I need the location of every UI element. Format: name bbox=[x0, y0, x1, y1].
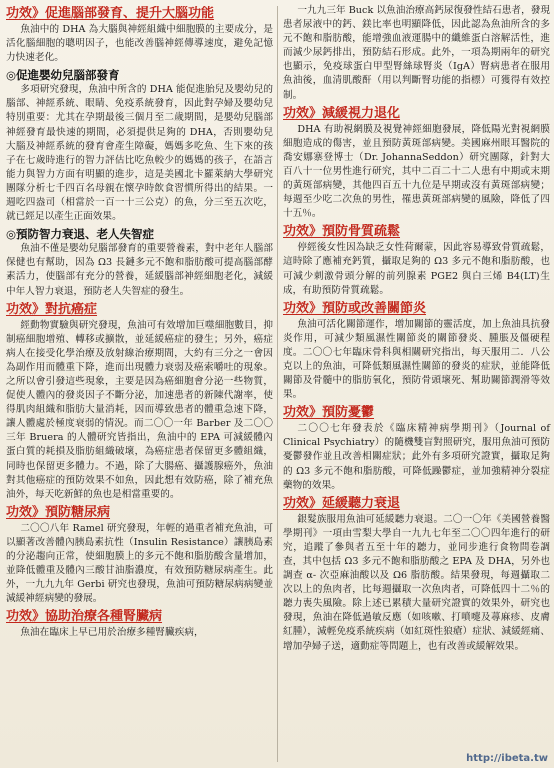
section-hearing bbox=[283, 496, 550, 654]
subsection-infant-brain bbox=[6, 68, 273, 224]
section-kidney-continued bbox=[283, 4, 550, 103]
section-body: 經動物實驗與研究發現，魚油可有效增加巨噬細胞數目，抑制癌細胞增殖、轉移或擴散，並延緩癌症的發生；另外，癌症病人在接受化學治療及放射線治療期間，大約有三分之一會因為副作用而體重下降，進而出現體力衰弱及癌索嚼吐的現象。之所以會引發這些現象，主要是因為癌細胞會分泌一些物質，促使人體內的發炎因子不斷分泌，加速患者的新陳代謝率，使得肌肉組織和脂肪大量消耗，因而導致患者的體重急速下降，讓人體處於極度衰弱的情況。而二〇〇一年 Barber 及二〇〇三年 Bruera 的人體研究皆指出，魚油中的 EPA 可減緩體內蛋白質的耗損及脂肪組織破壞，為癌症患者保留更多體組織，同時也保留更多體力。不過，除了大腸癌、攝護腺癌外，魚油對其他癌症的預防效果不如魚，因此想有效防癌，除了補充魚油外，每天吃新鮮的魚也是相當重要的。 bbox=[6, 319, 273, 500]
section-osteoporosis bbox=[283, 224, 550, 297]
section-cancer bbox=[6, 302, 273, 502]
section-title: 功效》延緩聽力衰退 bbox=[283, 495, 401, 511]
subsection-title: ◎預防智力衰退、老人失智症 bbox=[6, 227, 155, 242]
section-kidney bbox=[6, 609, 273, 640]
left-column bbox=[6, 4, 273, 643]
section-body: DHA 有助視網膜及視覺神經細胞發展，降低陽光對視網膜細胞造成的傷害，並且預防黃斑部病變。美國麻州眼耳醫院的喬安娜寨登博士（Dr. JohannaSeddon）研究團隊，針對大百八十一位男性進行研究，其中二百二十二人患有中期或末期的黃斑部病變，其他四百五十九位是早期或沒有黃斑部病變；每週至少吃二次魚的男性，罹患黃斑部病變的風險，降低了四十五％。 bbox=[283, 123, 550, 220]
section-brain bbox=[6, 6, 273, 65]
section-body: 魚油中的 DHA 為大腦與神經組織中細胞膜的主要成分，是活化腦細胞的聰明因子，也能改善腦神經傳導速度，避免記憶力快速老化。 bbox=[6, 24, 273, 64]
section-body: 二〇〇七年發表於《臨床精神病學期刊》（Journal of Clinical Psychiatry）的隨機雙盲對照研究，服用魚油可預防憂鬱發作並且改善相關症狀；此外有多項研究證實，攝取足夠的 Ω3 多元不飽和脂肪酸，可降低躁鬱症，並加強精神分裂症藥物的效果。 bbox=[283, 423, 550, 491]
section-title: 功效》預防骨質疏鬆 bbox=[283, 224, 401, 240]
section-body: 魚油可活化關節運作，增加關節的靈活度，加上魚油具抗發炎作用，可減少類風濕性關節炎的關節發炎、腫脹及僵硬程度。二〇〇七年臨床骨科與相關研究指出，每天服用二．八公克以上的魚油，可降低類風濕性關節的發炎的症狀，並能降低關節及骨髓中的脂肪氧化，預防骨頭壞死、幫助關節潤滑等效果。 bbox=[283, 318, 550, 401]
section-depression bbox=[283, 405, 550, 492]
section-body: 魚油在臨床上早已用於治療多種腎臟疾病， bbox=[20, 627, 204, 639]
section-arthritis bbox=[283, 301, 550, 403]
subsection-title: ◎促進嬰幼兒腦部發育 bbox=[6, 68, 120, 83]
section-title: 功效》預防或改善關節炎 bbox=[283, 300, 427, 316]
section-body: 停經後女性因為缺乏女性荷爾蒙，因此容易導致骨質疏鬆，這時除了應補充鈣質，攝取足夠的 Ω3 多元不飽和脂肪酸，也可減少刺激骨頭分解的前列腺素 PGE2 與白三烯 B4(LT)生成，有助預防骨質疏鬆。 bbox=[283, 242, 550, 296]
column-divider bbox=[277, 6, 278, 762]
section-title: 功效》減緩視力退化 bbox=[283, 105, 401, 121]
section-title: 功效》對抗癌症 bbox=[6, 301, 98, 317]
right-column bbox=[283, 4, 550, 657]
site-watermark: http://ibeta.tw bbox=[466, 753, 548, 764]
subsection-body: 魚油不僅是嬰幼兒腦部發育的重要營養素，對中老年人腦部保健也有幫助，因為 Ω3 長鏈多元不飽和脂肪酸可提高腦部酵素活力，使腦部有充分的營養，延緩腦部神經細胞老化，減緩中年人智力衰退，預防老人失智症的發生。 bbox=[6, 243, 273, 297]
subsection-dementia bbox=[6, 227, 273, 298]
section-title: 功效》預防糖尿病 bbox=[6, 504, 111, 520]
section-body: 一九九三年 Buck 以魚油治療高鈣尿復發性結石患者，發現患者尿液中的鈣、鎂比率也明顯降低，因此認為魚油所含的多元不飽和脂肪酸，能增強血液運腸中的纖維蛋白溶解活性，進而減少尿鈣排出，預防結石形成。此外，一項為期兩年的研究也顯示，免疫球蛋白甲型腎絲球腎炎（IgA）腎病患者在服用魚油後，血清肌酸酐（用以判斷腎功能的指標）可獲得有效控制。 bbox=[283, 5, 551, 101]
section-title: 功效》協助治療各種腎臟病 bbox=[6, 609, 163, 625]
section-vision bbox=[283, 106, 550, 222]
section-diabetes bbox=[6, 505, 273, 607]
section-title: 功效》預防憂鬱 bbox=[283, 405, 375, 421]
subsection-body: 多項研究發現，魚油中所含的 DHA 能促進胎兒及嬰幼兒的腦部、神經系統、眼睛、免疫系統發育，因此對孕婦及嬰幼兒特別重要：尤其在孕期最後三個月至二歲期間，是嬰幼兒腦部神經發育最快速的期間，必須提供足夠的 DHA，否則嬰幼兒大腦及神經系統的發育會產生障礙，媽媽多吃魚、生下來的孩子在七歲時進行的智力評估比吃魚較少的媽媽的孩子，在語言能力與智力方面有明顯的進步，這是美國北卡羅萊納大學研究團隊分析七千四百名母親在懷孕時飲食習慣所得出的結果。一週吃四盎司（相當於一百一十三公克）的魚，分三至五次吃，就已經足以產生正面效果。 bbox=[6, 84, 273, 223]
section-body: 二〇〇八年 Ramel 研究發現，年輕的過重者補充魚油，可以顯著改善體內胰島素抗性（Insulin Resistance）讓胰島素的分泌趨向正常，使細胞膜上的多元不飽和脂肪酸含量增加，並降低體重及體內三酸甘油脂濃度，有效預防糖尿病產生。此外，一九九九年 Gerbi 研究也發現，魚油可預防糖尿病病變並減緩神經病變的發展。 bbox=[6, 522, 273, 605]
section-title: 功效》促進腦部發育、提升大腦功能 bbox=[6, 6, 215, 21]
section-body: 銀髮族服用魚油可延緩聽力衰退。二〇一〇年《美國營養醫學期刊》一項由雪梨大學自一九九七年至二〇〇四年進行的研究，追蹤了參與者五至十年的聽力，並同步進行食物問卷調查，其中包括 Ω3 多元不飽和脂肪酸之 EPA 及 DHA，另外也調查 α- 次亞麻油酸以及 Ω6 脂肪酸。結果發現，每週攝取二次以上的魚肉者，比每週攝取一次魚肉者，可降低四十二％的聽力喪失風險。除上述已累積大量研究證實的效果外，研究也發現，魚油在降低過敏反應（如咳嗽、打噴嚏及蕁麻疹、皮膚紅腫），減輕免疫系統疾病（如紅斑性狼瘡）症狀、減緩經痛、增加孕婦子送，適動症等問題上，也有改善或緩解效果。 bbox=[283, 513, 550, 652]
